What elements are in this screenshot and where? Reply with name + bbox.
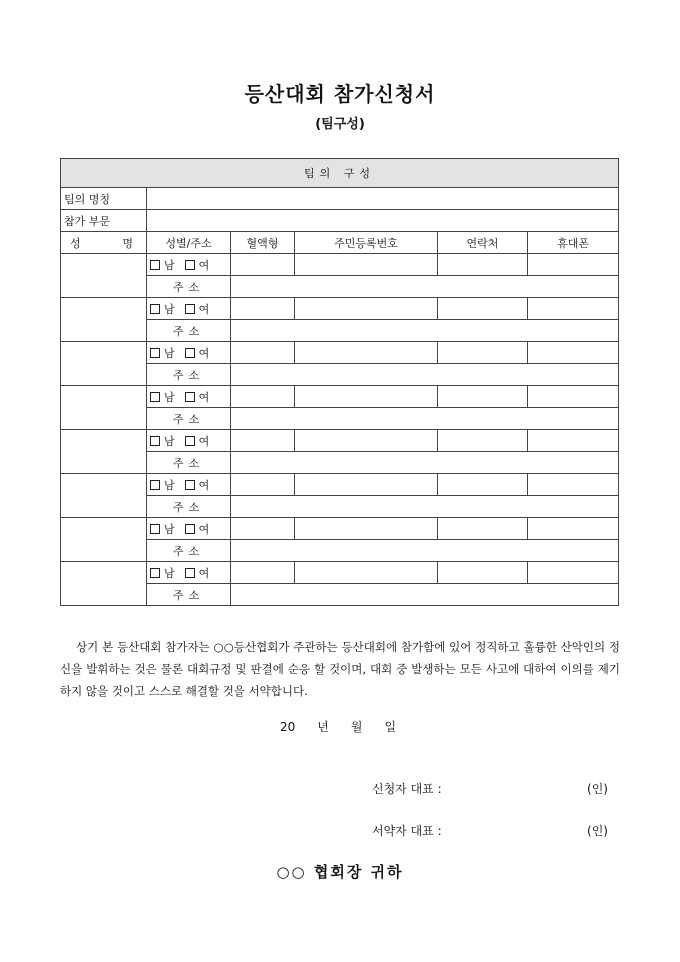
member-name-field[interactable] xyxy=(61,386,147,430)
table-header-row xyxy=(61,159,619,188)
contact-field[interactable] xyxy=(438,298,528,320)
contact-field[interactable] xyxy=(438,518,528,540)
blood-type-field[interactable] xyxy=(231,342,295,364)
blood-type-field[interactable] xyxy=(231,518,295,540)
member-row xyxy=(61,518,619,540)
male-checkbox[interactable] xyxy=(150,436,160,446)
contact-header: 연락처 xyxy=(438,232,528,254)
contact-field[interactable] xyxy=(438,562,528,584)
gender-select[interactable] xyxy=(147,254,231,276)
female-checkbox[interactable] xyxy=(185,568,195,578)
contact-field[interactable] xyxy=(438,254,528,276)
member-name-field[interactable] xyxy=(61,254,147,298)
blood-type-field[interactable] xyxy=(231,386,295,408)
gender-select[interactable] xyxy=(147,298,231,320)
female-checkbox[interactable] xyxy=(185,348,195,358)
member-row xyxy=(61,430,619,452)
gender-select[interactable] xyxy=(147,386,231,408)
blood-type-field[interactable] xyxy=(231,254,295,276)
contact-field[interactable] xyxy=(438,386,528,408)
gender-select[interactable] xyxy=(147,562,231,584)
column-header-row xyxy=(61,232,619,254)
mobile-field[interactable] xyxy=(528,474,619,496)
team-name-field[interactable] xyxy=(147,188,619,210)
male-label: 남 xyxy=(164,390,175,404)
gender-select[interactable] xyxy=(147,474,231,496)
gender-address-header: 성별/주소 xyxy=(147,232,231,254)
male-checkbox[interactable] xyxy=(150,524,160,534)
member-row xyxy=(61,298,619,320)
gender-select[interactable] xyxy=(147,518,231,540)
female-checkbox[interactable] xyxy=(185,436,195,446)
member-row xyxy=(61,386,619,408)
date-day-unit: 일 xyxy=(384,720,397,734)
resident-number-field[interactable] xyxy=(295,562,438,584)
male-label: 남 xyxy=(164,566,175,580)
male-checkbox[interactable] xyxy=(150,348,160,358)
address-label: 주소 xyxy=(147,276,231,298)
table-header: 팀의 구성 xyxy=(61,159,619,188)
male-label: 남 xyxy=(164,258,175,272)
male-label: 남 xyxy=(164,434,175,448)
team-name-row xyxy=(61,188,619,210)
member-name-field[interactable] xyxy=(61,518,147,562)
address-field[interactable] xyxy=(231,320,619,342)
address-label: 주소 xyxy=(147,408,231,430)
male-label: 남 xyxy=(164,522,175,536)
team-name-label: 팀의 명칭 xyxy=(61,188,147,210)
resident-number-field[interactable] xyxy=(295,518,438,540)
applicant-seal[interactable]: (인) xyxy=(587,782,608,796)
member-row xyxy=(61,562,619,584)
female-label: 여 xyxy=(198,302,210,316)
mobile-field[interactable] xyxy=(528,298,619,320)
form-title: 등산대회 참가신청서 xyxy=(244,82,436,106)
category-label: 참가 부문 xyxy=(61,210,147,232)
member-row xyxy=(61,342,619,364)
category-row xyxy=(61,210,619,232)
mobile-field[interactable] xyxy=(528,518,619,540)
contact-field[interactable] xyxy=(438,342,528,364)
female-label: 여 xyxy=(198,478,210,492)
female-label: 여 xyxy=(198,346,210,360)
address-label: 주소 xyxy=(147,452,231,474)
female-checkbox[interactable] xyxy=(185,304,195,314)
mobile-header: 휴대폰 xyxy=(528,232,619,254)
addressee: ○○ 협회장 귀하 xyxy=(276,863,404,881)
team-composition-table xyxy=(60,158,619,606)
female-checkbox[interactable] xyxy=(185,392,195,402)
member-name-field[interactable] xyxy=(61,562,147,606)
member-name-field[interactable] xyxy=(61,474,147,518)
date-line xyxy=(280,718,418,735)
address-field[interactable] xyxy=(231,408,619,430)
blood-type-header: 혈액형 xyxy=(231,232,295,254)
gender-select[interactable] xyxy=(147,342,231,364)
blood-type-field[interactable] xyxy=(231,430,295,452)
address-field[interactable] xyxy=(231,276,619,298)
member-row xyxy=(61,474,619,496)
applicant-label: 신청자 대표 : xyxy=(372,782,442,796)
pledger-seal[interactable]: (인) xyxy=(587,824,608,838)
resident-number-field[interactable] xyxy=(295,298,438,320)
female-label: 여 xyxy=(198,566,210,580)
address-field[interactable] xyxy=(231,584,619,606)
female-checkbox[interactable] xyxy=(185,260,195,270)
category-field[interactable] xyxy=(147,210,619,232)
resident-number-field[interactable] xyxy=(295,254,438,276)
female-label: 여 xyxy=(198,390,210,404)
pledge-text: 상기 본 등산대회 참가자는 ○○등산협회가 주관하는 등산대회에 참가함에 있어 정직하고 훌륭한 산악인의 정신을 발휘하는 것은 물론 대회규정 및 판결에 순응 할 것이며, 대회 중 발생하는 모든 사고에 대하여 이의를 제기하지 않을 것이고 스스로 해결할 것을 서약합니다. xyxy=(60,640,620,698)
pledger-label: 서약자 대표 : xyxy=(372,824,442,838)
contact-field[interactable] xyxy=(438,474,528,496)
address-field[interactable] xyxy=(231,540,619,562)
date-year-unit: 년 xyxy=(317,720,329,734)
address-label: 주소 xyxy=(147,320,231,342)
female-label: 여 xyxy=(198,434,210,448)
male-checkbox[interactable] xyxy=(150,392,160,402)
blood-type-field[interactable] xyxy=(231,474,295,496)
male-checkbox[interactable] xyxy=(150,304,160,314)
address-field[interactable] xyxy=(231,452,619,474)
female-label: 여 xyxy=(198,522,210,536)
address-field[interactable] xyxy=(231,496,619,518)
mobile-field[interactable] xyxy=(528,562,619,584)
mobile-field[interactable] xyxy=(528,430,619,452)
resident-number-field[interactable] xyxy=(295,430,438,452)
male-label: 남 xyxy=(164,302,175,316)
address-label: 주소 xyxy=(147,540,231,562)
female-checkbox[interactable] xyxy=(185,524,195,534)
date-year: 20 xyxy=(280,720,296,734)
resident-number-field[interactable] xyxy=(295,474,438,496)
member-name-field[interactable] xyxy=(61,298,147,342)
blood-type-field[interactable] xyxy=(231,298,295,320)
male-checkbox[interactable] xyxy=(150,568,160,578)
gender-select[interactable] xyxy=(147,430,231,452)
member-row xyxy=(61,254,619,276)
mobile-field[interactable] xyxy=(528,342,619,364)
address-label: 주소 xyxy=(147,584,231,606)
address-label: 주소 xyxy=(147,364,231,386)
resident-number-header: 주민등록번호 xyxy=(295,232,438,254)
name-column-header xyxy=(61,232,147,254)
resident-number-field[interactable] xyxy=(295,342,438,364)
mobile-field[interactable] xyxy=(528,254,619,276)
male-checkbox[interactable] xyxy=(150,260,160,270)
member-name-field[interactable] xyxy=(61,342,147,386)
name-header-char-1: 성 xyxy=(70,236,81,250)
mobile-field[interactable] xyxy=(528,386,619,408)
male-checkbox[interactable] xyxy=(150,480,160,490)
male-label: 남 xyxy=(164,478,175,492)
name-header-char-2: 명 xyxy=(122,236,133,250)
member-name-field[interactable] xyxy=(61,430,147,474)
female-checkbox[interactable] xyxy=(185,480,195,490)
blood-type-field[interactable] xyxy=(231,562,295,584)
address-label: 주소 xyxy=(147,496,231,518)
female-label: 여 xyxy=(198,258,210,272)
contact-field[interactable] xyxy=(438,430,528,452)
address-field[interactable] xyxy=(231,364,619,386)
form-subtitle: (팀구성) xyxy=(315,117,365,132)
date-month-unit: 월 xyxy=(350,720,363,734)
male-label: 남 xyxy=(164,346,175,360)
resident-number-field[interactable] xyxy=(295,386,438,408)
